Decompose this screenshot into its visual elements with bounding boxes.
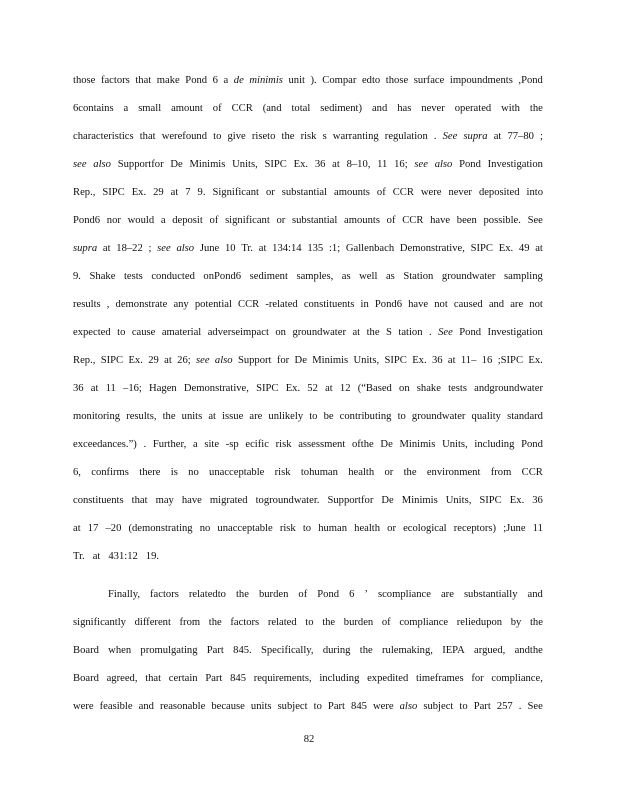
text-line: 9. Shake tests conducted onPond6 sediment samples, as well as Station groundwater sampling — [73, 271, 543, 282]
text-line: expected to cause amaterial adverseimpact on groundwater at the S tation . See Pond Investigation — [73, 327, 543, 338]
text-line: Pond6 nor would a deposit of significant or substantial amounts of CCR have been possible. See — [73, 215, 543, 226]
text-line: Board when promulgating Part 845. Specifically, during the rulemaking, IEPA argued, andthe — [73, 645, 543, 656]
text-line: Board agreed, that certain Part 845 requirements, including expedited timeframes for compliance, — [73, 673, 543, 684]
text-line: those factors that make Pond 6 a de minimis unit ). Compar edto those surface impoundments ,Pond — [73, 75, 543, 86]
text-line: Rep., SIPC Ex. 29 at 7 9. Significant or substantial amounts of CCR were never deposited into — [73, 187, 543, 198]
text-line: Finally, factors relatedto the burden of Pond 6 ’ scompliance are substantially and — [108, 589, 543, 600]
text-line: significantly different from the factors related to the burden of compliance reliedupon by the — [73, 617, 543, 628]
text-line: characteristics that werefound to give riseto the risk s warranting regulation . See supra at 77–80 ; — [73, 131, 543, 142]
text-line: were feasible and reasonable because units subject to Part 845 were also subject to Part 257 . See — [73, 701, 543, 712]
text-line: 6, confirms there is no unacceptable risk tohuman health or the environment from CCR — [73, 467, 543, 478]
text-line: constituents that may have migrated togroundwater. Supportfor De Minimis Units, SIPC Ex. 36 — [73, 495, 543, 506]
text-line: supra at 18–22 ; see also June 10 Tr. at 134:14 135 :1; Gallenbach Demonstrative, SIPC Ex. 49 at — [73, 243, 543, 254]
text-line: Tr. at 431:12 19. — [73, 551, 160, 562]
text-line: at 17 –20 (demonstrating no unacceptable risk to human health or ecological receptors) ;June 11 — [73, 523, 543, 534]
text-line: exceedances.”) . Further, a site -sp ecific risk assessment ofthe De Minimis Units, including Pond — [73, 439, 543, 450]
page-number: 82 — [303, 734, 315, 745]
text-line: see also Supportfor De Minimis Units, SIPC Ex. 36 at 8–10, 11 16; see also Pond Investigation — [73, 159, 543, 170]
text-line: 36 at 11 –16; Hagen Demonstrative, SIPC Ex. 52 at 12 (“Based on shake tests andgroundwater — [73, 383, 543, 394]
text-line: monitoring results, the units at issue are unlikely to be contributing to groundwater quality standard — [73, 411, 543, 422]
text-line: results , demonstrate any potential CCR -related constituents in Pond6 have not caused and are not — [73, 299, 543, 310]
text-line: 6contains a small amount of CCR (and total sediment) and has never operated with the — [73, 103, 543, 114]
text-line: Rep., SIPC Ex. 29 at 26; see also Support for De Minimis Units, SIPC Ex. 36 at 11– 16 ;SIPC Ex. — [73, 355, 543, 366]
